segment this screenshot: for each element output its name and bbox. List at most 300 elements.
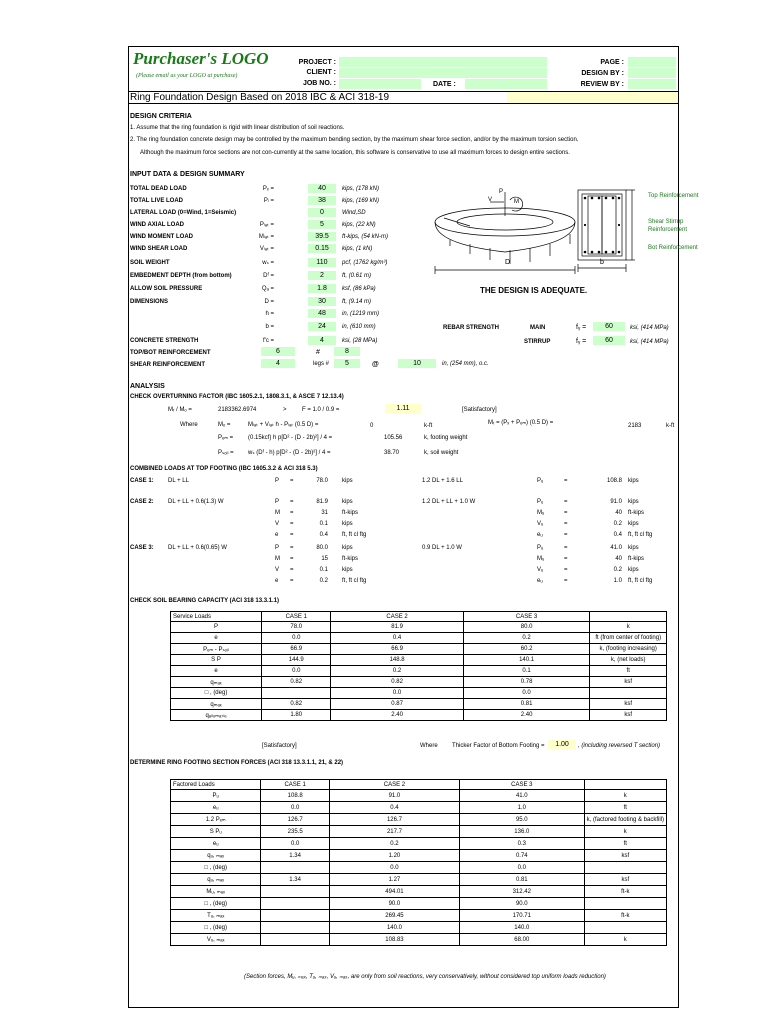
table-cell: ksf bbox=[584, 850, 666, 862]
table-cell: 66.9 bbox=[331, 644, 463, 655]
bearing-satisfactory: [Satisfactory] bbox=[262, 743, 297, 749]
table-cell bbox=[261, 862, 330, 874]
equals-sign: = bbox=[564, 532, 568, 538]
date-field[interactable] bbox=[465, 79, 547, 89]
page-label: PAGE : bbox=[600, 59, 624, 66]
shear-label: SHEAR REINFORCEMENT bbox=[130, 362, 206, 368]
case-combo: DL + LL bbox=[168, 478, 189, 484]
table-header-cell bbox=[584, 780, 666, 790]
mo-unit: k-ft bbox=[424, 423, 433, 429]
input-row-value[interactable]: 1.8 bbox=[308, 284, 336, 293]
table-cell: 90.0 bbox=[329, 898, 459, 910]
load-unit: ft-kips bbox=[342, 510, 359, 516]
thicker-note: , (including reversed T section) bbox=[578, 743, 661, 749]
reviewby-label: REVIEW BY : bbox=[580, 81, 624, 88]
table-cell: k, (net loads) bbox=[590, 655, 667, 666]
f-value: 1.11 bbox=[385, 404, 421, 413]
table-cell: □ , (deg) bbox=[171, 862, 261, 874]
input-row-symbol: Mₗₐₜ = bbox=[258, 234, 274, 240]
table-cell: 0.0 bbox=[262, 633, 331, 644]
table-cell: eᵤ bbox=[171, 838, 261, 850]
jobno-field[interactable] bbox=[339, 79, 421, 89]
overturn-title: CHECK OVERTURNING FACTOR (IBC 1605.2.1, 1808.3.1, & ASCE 7 12.13.4) bbox=[130, 394, 344, 400]
case-label: CASE 2: bbox=[130, 499, 154, 505]
table-cell: 0.0 bbox=[261, 802, 330, 814]
factored-value: 108.8 bbox=[606, 478, 622, 484]
designby-field[interactable] bbox=[628, 68, 676, 78]
table-row bbox=[171, 633, 667, 644]
input-row-label: DIMENSIONS bbox=[130, 299, 169, 305]
factored-unit: kips bbox=[628, 521, 639, 527]
figure-top-reinf: Top Reinforcement bbox=[648, 193, 699, 199]
table-cell: 0.0 bbox=[261, 838, 330, 850]
table-cell: 140.0 bbox=[329, 922, 459, 934]
main-label: MAIN bbox=[530, 325, 546, 331]
table-row bbox=[171, 814, 667, 826]
criteria-line-3: Although the maximum force sections are not con-currently at the same location, this software is conservative to use all maximum forces to design entire sections. bbox=[140, 150, 570, 156]
input-row-value[interactable]: 40 bbox=[308, 184, 336, 193]
equals-sign: = bbox=[564, 521, 568, 527]
psoil-unit: k, soil weight bbox=[424, 450, 459, 456]
factored-symbol: Vᵤ bbox=[537, 521, 544, 527]
topbot-label: TOP/BOT REINFORCEMENT bbox=[130, 350, 211, 356]
table-cell: 1.34 bbox=[261, 874, 330, 886]
input-row-label: WIND SHEAR LOAD bbox=[130, 246, 188, 252]
load-unit: kips bbox=[342, 478, 353, 484]
pftg-unit: k, footing weight bbox=[424, 435, 468, 441]
table-row bbox=[171, 688, 667, 699]
input-row-value[interactable]: 5 bbox=[308, 220, 336, 229]
input-row-unit: pcf, (1762 kg/m³) bbox=[342, 260, 388, 266]
ring-title: DETERMINE RING FOOTING SECTION FORCES (ACI 318 13.3.1.1, 21, & 22) bbox=[130, 760, 344, 766]
table-cell: ksf bbox=[590, 677, 667, 688]
table-header-cell bbox=[590, 612, 667, 622]
input-row-value[interactable]: 0 bbox=[308, 208, 336, 217]
table-cell: 1.34 bbox=[261, 850, 330, 862]
table-cell: e bbox=[171, 633, 262, 644]
main-value[interactable]: 60 bbox=[593, 322, 625, 331]
table-header-cell: CASE 1 bbox=[261, 780, 330, 790]
table-cell: 0.78 bbox=[463, 677, 590, 688]
table-header-cell: CASE 2 bbox=[331, 612, 463, 622]
input-row-unit: Wind,SD bbox=[342, 210, 366, 216]
load-value: 0.1 bbox=[319, 567, 328, 573]
psoil-value: 38.70 bbox=[384, 450, 400, 456]
table-row bbox=[171, 838, 667, 850]
figure-d-label: D bbox=[505, 259, 511, 266]
table-row bbox=[171, 862, 667, 874]
gt-symbol: > bbox=[283, 407, 287, 413]
input-row-unit: in, (610 mm) bbox=[342, 324, 376, 330]
table-cell: 0.82 bbox=[262, 677, 331, 688]
table-cell: k, (factored footing & backfill) bbox=[584, 814, 666, 826]
equals-sign: = bbox=[290, 499, 294, 505]
input-row-label: SOIL WEIGHT bbox=[130, 260, 170, 266]
table-cell bbox=[262, 688, 331, 699]
table-row bbox=[171, 677, 667, 688]
table-cell: 2.40 bbox=[331, 710, 463, 721]
figure-b-label: b bbox=[600, 259, 604, 266]
load-value: 80.0 bbox=[316, 545, 328, 551]
table-cell: 148.8 bbox=[331, 655, 463, 666]
table-row bbox=[171, 655, 667, 666]
table-cell: 81.9 bbox=[331, 622, 463, 633]
table-cell: 0.81 bbox=[463, 699, 590, 710]
input-row-symbol: Dᶠ = bbox=[263, 273, 274, 279]
table-cell: Pₑₘ - Pₛₒᵢₗ bbox=[171, 644, 262, 655]
figure-bot-reinf: Bot Reinforcement bbox=[648, 245, 698, 251]
stirrup-label: STIRRUP bbox=[524, 339, 551, 345]
input-row-unit: ft, (0.61 m) bbox=[342, 273, 372, 279]
input-heading: INPUT DATA & DESIGN SUMMARY bbox=[130, 171, 245, 178]
load-unit: kips bbox=[342, 567, 353, 573]
table-cell: 1.2 Pₑₘ bbox=[171, 814, 261, 826]
page-title: Ring Foundation Design Based on 2018 IBC & ACI 318-19 bbox=[130, 92, 390, 103]
input-row-label: WIND MOMENT LOAD bbox=[130, 234, 193, 240]
load-symbol: P bbox=[275, 499, 280, 505]
ring-note: (Section forces, Mᵤ, ₘₐₓ, Tᵤ, ₘₐₓ, Vᵤ, ₘₐₓ, are only from soil reactions, very conservatively, without considered top uniform loads reduction) bbox=[244, 974, 606, 980]
table-cell bbox=[584, 922, 666, 934]
combined-title: COMBINED LOADS AT TOP FOOTING (IBC 1605.3.2 & ACI 318 5.3) bbox=[130, 466, 318, 472]
table-row bbox=[171, 666, 667, 677]
table-cell: 0.0 bbox=[329, 862, 459, 874]
input-row-value[interactable]: 38 bbox=[308, 196, 336, 205]
table-cell: 140.1 bbox=[463, 655, 590, 666]
table-cell: 0.3 bbox=[459, 838, 584, 850]
table-cell bbox=[261, 886, 330, 898]
load-value: 15 bbox=[321, 556, 328, 562]
stirrup-value[interactable]: 60 bbox=[593, 336, 625, 345]
ring-lower-edge bbox=[435, 222, 575, 252]
client-field[interactable] bbox=[339, 68, 547, 78]
load-symbol: V bbox=[275, 567, 280, 573]
table-cell bbox=[261, 934, 330, 946]
case-combo: DL + LL + 0.6(1.3) W bbox=[168, 499, 224, 505]
shear-unit: in, (254 mm), o.c. bbox=[442, 361, 489, 367]
input-row-value[interactable]: 30 bbox=[308, 297, 336, 306]
equals-sign: = bbox=[564, 545, 568, 551]
designby-label: DESIGN BY : bbox=[581, 70, 624, 77]
table-cell: 41.0 bbox=[459, 790, 584, 802]
table-cell: 80.0 bbox=[463, 622, 590, 633]
factored-unit: ft-kips bbox=[628, 556, 645, 562]
table-cell: qₘₐₓ bbox=[171, 677, 262, 688]
bearing-where: Where bbox=[420, 743, 438, 749]
table-cell: Mᵤ, ₘₐₓ bbox=[171, 886, 261, 898]
table-row bbox=[171, 699, 667, 710]
table-cell bbox=[590, 688, 667, 699]
load-symbol: e bbox=[275, 532, 279, 538]
factored-value: 91.0 bbox=[610, 499, 622, 505]
input-row-value[interactable]: 39.5 bbox=[308, 232, 336, 241]
table-cell: 0.82 bbox=[331, 677, 463, 688]
topbot-count[interactable]: 6 bbox=[261, 347, 295, 356]
table-row bbox=[171, 802, 667, 814]
equals-sign: = bbox=[564, 578, 568, 584]
ring-table bbox=[170, 779, 667, 946]
equals-sign: = bbox=[290, 521, 294, 527]
input-row-symbol: b = bbox=[265, 324, 274, 330]
figure-m-label: M bbox=[514, 199, 519, 205]
input-row-symbol: Pₗ = bbox=[263, 198, 274, 204]
input-row-unit: kips, (22 kN) bbox=[342, 222, 376, 228]
overturn-satisfactory: [Satisfactory] bbox=[462, 407, 497, 413]
table-cell: 235.5 bbox=[261, 826, 330, 838]
psoil-expr: wₛ (Dᶠ - h) p[D² - (D - 2b)²] / 4 = bbox=[248, 450, 331, 456]
table-cell: qₘₐₓ bbox=[171, 699, 262, 710]
main-unit: ksi, (414 MPa) bbox=[630, 325, 669, 331]
input-row-symbol: wₛ = bbox=[262, 260, 274, 266]
table-cell: 0.2 bbox=[331, 666, 463, 677]
thicker-label: Thicker Factor of Bottom Footing = bbox=[452, 743, 545, 749]
load-value: 0.4 bbox=[319, 532, 328, 538]
table-cell bbox=[261, 922, 330, 934]
load-value: 31 bbox=[321, 510, 328, 516]
table-cell: 108.83 bbox=[329, 934, 459, 946]
mr-unit: k-ft bbox=[666, 423, 675, 429]
table-row bbox=[171, 898, 667, 910]
factored-value: 40 bbox=[615, 556, 622, 562]
factored-value: 0.4 bbox=[613, 532, 622, 538]
table-cell: 0.82 bbox=[262, 699, 331, 710]
factored-value: 0.2 bbox=[613, 567, 622, 573]
figure-shear-stirrup: Shear Stirrup bbox=[648, 219, 684, 225]
table-row bbox=[171, 622, 667, 633]
input-row-unit: ft, (9.14 m) bbox=[342, 299, 372, 305]
factored-unit: ft-kips bbox=[628, 510, 645, 516]
logo-note: (Please email us your LOGO at purchase) bbox=[136, 73, 238, 79]
page-field[interactable] bbox=[628, 57, 676, 67]
load-symbol: V bbox=[275, 521, 280, 527]
thicker-value: 1.00 bbox=[548, 740, 576, 749]
table-row bbox=[171, 826, 667, 838]
table-header-cell: Service Loads bbox=[171, 612, 262, 622]
table-cell: k bbox=[584, 826, 666, 838]
factored-unit: ft, ft cl ftg bbox=[628, 532, 653, 538]
f-equation: F = 1.0 / 0.9 = bbox=[302, 407, 340, 413]
input-row-label: WIND AXIAL LOAD bbox=[130, 222, 184, 228]
criteria-heading: DESIGN CRITERIA bbox=[130, 113, 192, 120]
table-cell: 66.9 bbox=[262, 644, 331, 655]
input-row-symbol: Qₐ = bbox=[261, 286, 274, 292]
stirrup-sym: fᵧ = bbox=[576, 338, 587, 345]
factored-symbol: eᵤ bbox=[537, 532, 543, 538]
rebar-strength-label: REBAR STRENGTH bbox=[443, 325, 500, 331]
bearing-title: CHECK SOIL BEARING CAPACITY (ACI 318 13.3.1.1) bbox=[130, 598, 280, 604]
load-unit: kips bbox=[342, 545, 353, 551]
mo-value: 0 bbox=[370, 423, 374, 429]
table-cell: Vᵤ, ₘₐₓ bbox=[171, 934, 261, 946]
case-label: CASE 3: bbox=[130, 545, 154, 551]
pftg-sym: Pₑₘ = bbox=[218, 435, 234, 441]
input-row-value[interactable]: 0.15 bbox=[308, 244, 336, 253]
table-cell bbox=[261, 910, 330, 922]
table-cell: 269.45 bbox=[329, 910, 459, 922]
factored-value: 0.2 bbox=[613, 521, 622, 527]
table-cell: □ , (deg) bbox=[171, 898, 261, 910]
factored-unit: ft, ft cl ftg bbox=[628, 578, 653, 584]
load-unit: kips bbox=[342, 499, 353, 505]
load-unit: ft-kips bbox=[342, 556, 359, 562]
project-label: PROJECT : bbox=[298, 59, 336, 66]
table-cell: S Pᵤ bbox=[171, 826, 261, 838]
figure-reinforcement: Reinforcement bbox=[648, 227, 688, 233]
psoil-sym: Pₛₒᵢₗ = bbox=[218, 450, 234, 456]
shear-count[interactable]: 4 bbox=[261, 359, 295, 368]
factored-unit: kips bbox=[628, 478, 639, 484]
input-row-unit: kips, (178 kN) bbox=[342, 186, 380, 192]
load-symbol: P bbox=[275, 478, 280, 484]
figure-v-label: V bbox=[488, 197, 493, 203]
table-cell: qᵤ, ₘₐₓ bbox=[171, 850, 261, 862]
ring-inner-ellipse bbox=[457, 214, 553, 230]
table-cell: 0.0 bbox=[331, 688, 463, 699]
table-cell: 312.42 bbox=[459, 886, 584, 898]
equals-sign: = bbox=[290, 545, 294, 551]
table-cell bbox=[584, 862, 666, 874]
table-cell: ksf bbox=[584, 874, 666, 886]
factored-symbol: eᵤ bbox=[537, 578, 543, 584]
factored-symbol: Mᵤ bbox=[537, 510, 545, 516]
figure-p-label: P bbox=[499, 189, 504, 195]
bearing-table bbox=[170, 611, 667, 721]
date-label: DATE : bbox=[433, 81, 456, 88]
pftg-expr: (0.15kcf) h p[D² - (D - 2b)²] / 4 = bbox=[248, 435, 333, 441]
table-cell: 0.2 bbox=[329, 838, 459, 850]
load-value: 78.0 bbox=[316, 478, 328, 484]
mo-expr: Mₗₐₜ + Vₗₐₜ h - Pₗₐₜ (0.5 D) = bbox=[248, 422, 319, 428]
shear-legs: legs # bbox=[313, 361, 330, 367]
equals-sign: = bbox=[290, 556, 294, 562]
table-cell: 95.0 bbox=[459, 814, 584, 826]
table-cell: 0.0 bbox=[262, 666, 331, 677]
table-cell: 217.7 bbox=[329, 826, 459, 838]
input-row-value[interactable]: 48 bbox=[308, 309, 336, 318]
table-cell: 0.81 bbox=[459, 874, 584, 886]
input-row-value[interactable]: 2 bbox=[308, 271, 336, 280]
load-value: 81.9 bbox=[316, 499, 328, 505]
table-cell: ft bbox=[584, 838, 666, 850]
table-cell: qₐₗₗₒₘₐ₇ₗₑ bbox=[171, 710, 262, 721]
table-header-cell: CASE 2 bbox=[329, 780, 459, 790]
table-cell: 170.71 bbox=[459, 910, 584, 922]
table-cell: e bbox=[171, 666, 262, 677]
table-cell bbox=[584, 898, 666, 910]
main-sym: fᵧ = bbox=[576, 324, 587, 331]
table-cell: 0.1 bbox=[463, 666, 590, 677]
equals-sign: = bbox=[290, 478, 294, 484]
table-cell: k bbox=[590, 622, 667, 633]
where-label: Where bbox=[180, 422, 198, 428]
input-row-value[interactable]: 110 bbox=[308, 258, 336, 267]
load-unit: kips bbox=[342, 521, 353, 527]
input-row-value[interactable]: 24 bbox=[308, 322, 336, 331]
table-cell: □ , (deg) bbox=[171, 688, 262, 699]
input-row-unit: ksf, (86 kPa) bbox=[342, 286, 376, 292]
table-cell: k bbox=[584, 934, 666, 946]
table-cell: ft bbox=[590, 666, 667, 677]
input-row-unit: ksi, (28 MPa) bbox=[342, 338, 378, 344]
factored-value: 40 bbox=[615, 510, 622, 516]
input-row-unit: kips, (1 kN) bbox=[342, 246, 373, 252]
reviewby-field[interactable] bbox=[628, 79, 676, 89]
load-symbol: e bbox=[275, 578, 279, 584]
load-symbol: M bbox=[275, 510, 280, 516]
table-cell: qᵤ, ₘₐₓ bbox=[171, 874, 261, 886]
purchaser-logo: Purchaser's LOGO bbox=[133, 49, 269, 68]
shear-at: @ bbox=[372, 361, 379, 368]
input-row-symbol: h = bbox=[265, 311, 274, 317]
table-cell: ft (from center of footing) bbox=[590, 633, 667, 644]
design-adequate: THE DESIGN IS ADEQUATE. bbox=[480, 286, 588, 295]
table-cell: 108.8 bbox=[261, 790, 330, 802]
input-row-value[interactable]: 4 bbox=[308, 336, 336, 345]
table-cell: 1.0 bbox=[459, 802, 584, 814]
equals-sign: = bbox=[290, 567, 294, 573]
table-cell: 1.27 bbox=[329, 874, 459, 886]
input-row-symbol: Pₗₐₜ = bbox=[259, 222, 274, 228]
equals-sign: = bbox=[564, 510, 568, 516]
topbot-size[interactable]: 8 bbox=[334, 347, 360, 356]
client-label: CLIENT : bbox=[306, 69, 336, 76]
load-unit: ft, ft cl ftg bbox=[342, 532, 367, 538]
table-row bbox=[171, 644, 667, 655]
table-header-cell: CASE 3 bbox=[463, 612, 590, 622]
case-label: CASE 1: bbox=[130, 478, 154, 484]
case-factored-combo: 1.2 DL + 1.6 LL bbox=[422, 478, 463, 484]
factored-symbol: Pᵤ bbox=[537, 499, 544, 505]
table-cell: Tᵤ, ₘₐₓ bbox=[171, 910, 261, 922]
input-row-label: CONCRETE STRENGTH bbox=[130, 338, 199, 344]
factored-symbol: Pᵤ bbox=[537, 478, 544, 484]
table-row bbox=[171, 710, 667, 721]
table-cell: 140.0 bbox=[459, 922, 584, 934]
table-cell: 0.0 bbox=[459, 862, 584, 874]
table-cell: 1.20 bbox=[329, 850, 459, 862]
table-row bbox=[171, 874, 667, 886]
shear-spacing[interactable]: 10 bbox=[398, 359, 436, 368]
input-row-label: ALLOW SOIL PRESSURE bbox=[130, 286, 203, 292]
table-cell bbox=[261, 898, 330, 910]
table-cell: 126.7 bbox=[261, 814, 330, 826]
table-cell: □ , (deg) bbox=[171, 922, 261, 934]
table-cell: ksf bbox=[590, 699, 667, 710]
load-unit: ft, ft cl ftg bbox=[342, 578, 367, 584]
load-value: 0.1 bbox=[319, 521, 328, 527]
input-row-label: LATERAL LOAD (0=Wind, 1=Seismic) bbox=[130, 210, 237, 216]
table-cell: 0.4 bbox=[331, 633, 463, 644]
project-field[interactable] bbox=[339, 57, 547, 67]
shear-size[interactable]: 5 bbox=[334, 359, 360, 368]
factored-unit: kips bbox=[628, 499, 639, 505]
table-cell: P bbox=[171, 622, 262, 633]
table-cell: 126.7 bbox=[329, 814, 459, 826]
input-row-label: TOTAL LIVE LOAD bbox=[130, 198, 184, 204]
table-row bbox=[171, 934, 667, 946]
angle-line bbox=[444, 218, 470, 226]
table-cell: ft-k bbox=[584, 886, 666, 898]
factored-symbol: Pᵤ bbox=[537, 545, 544, 551]
case-combo: DL + LL + 0.6(0.65) W bbox=[168, 545, 227, 551]
factored-symbol: Mᵤ bbox=[537, 556, 545, 562]
mr-mo-value: 2183362.6974 bbox=[218, 407, 257, 413]
equals-sign: = bbox=[564, 478, 568, 484]
table-header-cell: CASE 1 bbox=[262, 612, 331, 622]
mr-mo-label: Mᵣ / Mₒ = bbox=[168, 407, 192, 413]
mr-expr: Mᵣ = (Pₓ + Pₑₘ) (0.5 D) = bbox=[488, 420, 554, 426]
table-row bbox=[171, 886, 667, 898]
table-row bbox=[171, 790, 667, 802]
